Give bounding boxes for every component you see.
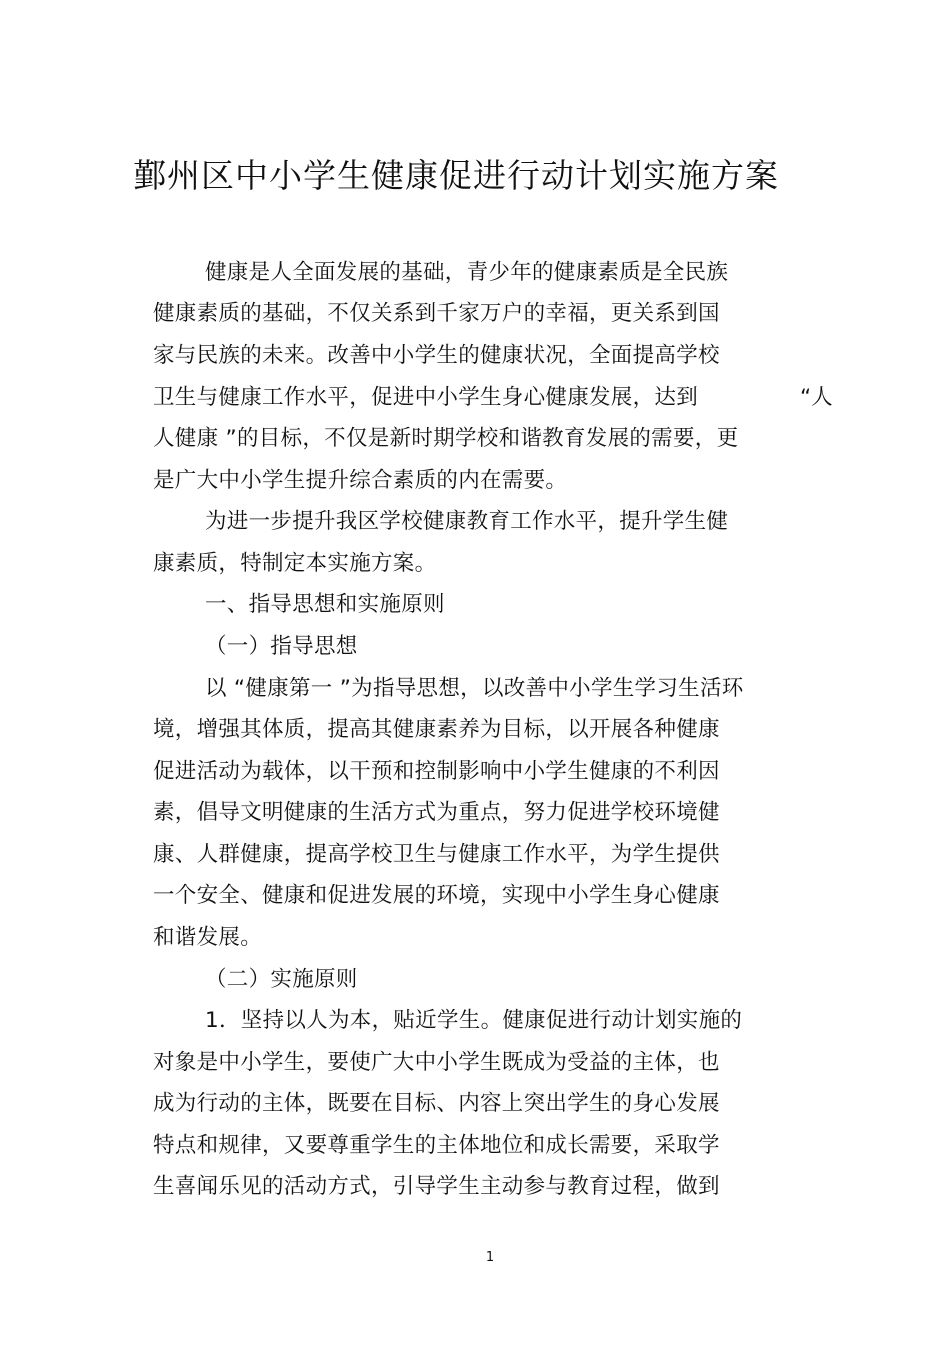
paragraph-line: 和谐发展。: [153, 925, 263, 950]
paragraph-line: 是广大中小学生提升综合素质的内在需要。: [153, 468, 568, 493]
paragraph-line: 健康是人全面发展的基础，青少年的健康素质是全民族: [205, 260, 729, 285]
paragraph-line: 素，倡导文明健康的生活方式为重点，努力促进学校环境健: [153, 800, 720, 825]
paragraph-line: 健康素质的基础，不仅关系到千家万户的幸福，更关系到国: [153, 301, 720, 326]
paragraph-line: 为进一步提升我区学校健康教育工作水平，提升学生健: [205, 509, 729, 534]
subsection-heading: （二）实施原则: [205, 967, 358, 992]
paragraph-line: 卫生与健康工作水平，促进中小学生身心健康发展，达到: [153, 385, 699, 410]
subsection-heading: （一）指导思想: [205, 634, 358, 659]
paragraph-line: 一个安全、健康和促进发展的环境，实现中小学生身心健康: [153, 883, 720, 908]
paragraph-line: 境，增强其体质，提高其健康素养为目标，以开展各种健康: [153, 717, 720, 742]
paragraph-line: 1．坚持以人为本，贴近学生。健康促进行动计划实施的: [205, 1008, 743, 1033]
paragraph-line: 康素质，特制定本实施方案。: [153, 551, 437, 576]
section-heading: 一、指导思想和实施原则: [205, 592, 445, 617]
paragraph-line: 以 “健康第一 ”为指导思想，以改善中小学生学习生活环: [205, 676, 744, 701]
paragraph-line: 家与民族的未来。改善中小学生的健康状况，全面提高学校: [153, 343, 720, 368]
paragraph-line: 促进活动为载体，以干预和控制影响中小学生健康的不利因: [153, 759, 720, 784]
paragraph-line: 生喜闻乐见的活动方式，引导学生主动参与教育过程，做到: [153, 1174, 720, 1199]
paragraph-line: 康、人群健康，提高学校卫生与健康工作水平，为学生提供: [153, 842, 720, 867]
paragraph-line: 人健康 ”的目标，不仅是新时期学校和谐教育发展的需要，更: [153, 426, 739, 451]
document-title: 鄞州区中小学生健康促进行动计划实施方案: [133, 156, 779, 195]
floating-quote-char: “人: [800, 385, 833, 410]
paragraph-line: 特点和规律，又要尊重学生的主体地位和成长需要，采取学: [153, 1133, 720, 1158]
page-number: 1: [485, 1250, 495, 1265]
paragraph-line: 成为行动的主体，既要在目标、内容上突出学生的身心发展: [153, 1091, 720, 1116]
paragraph-line: 对象是中小学生，要使广大中小学生既成为受益的主体，也: [153, 1050, 720, 1075]
